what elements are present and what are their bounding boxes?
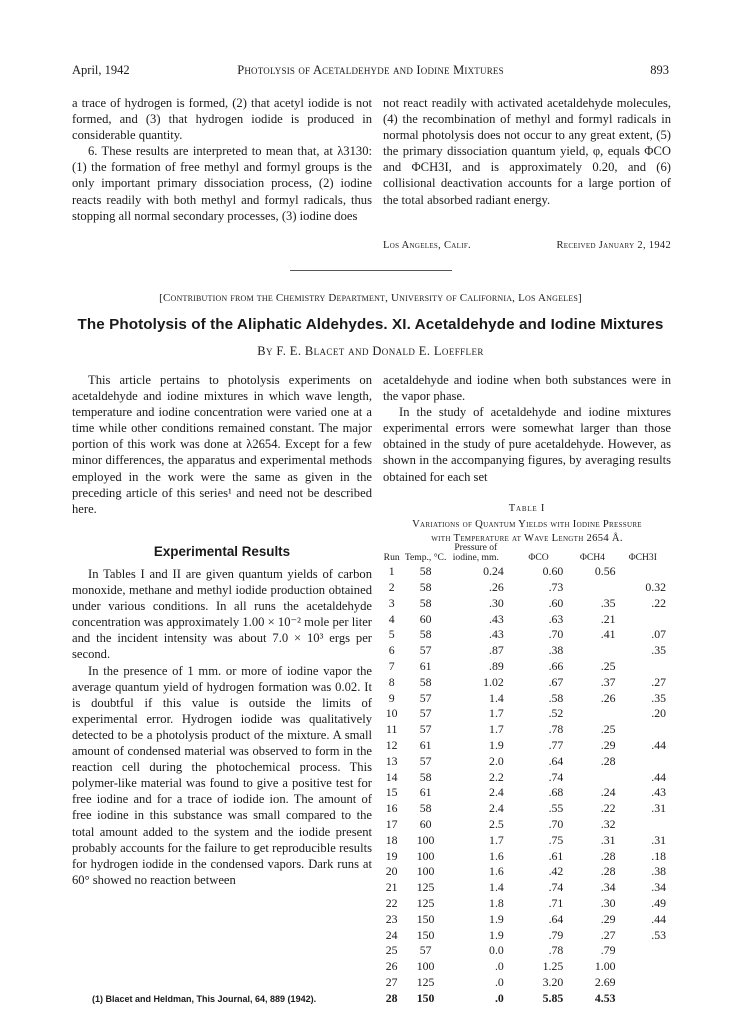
article-byline: By F. E. Blacet and Donald E. Loeffler (257, 344, 484, 358)
cell-phi-ch4: .79 (600, 943, 616, 958)
cell-phi-ch4: .35 (600, 595, 616, 610)
footnote: (1) Blacet and Heldman, This Journal, 64, 889 (1942). (92, 994, 317, 1004)
cell-phi-ch4: .27 (600, 927, 616, 942)
cell-temperature: 58 (419, 769, 432, 784)
table-row (380, 864, 676, 880)
header-phi-co: ΦCO (528, 551, 549, 563)
cell-iodine-pressure: 1.7 (489, 706, 504, 721)
cell-phi-co: 1.25 (542, 959, 564, 974)
cell-iodine-pressure: .30 (489, 595, 504, 610)
cell-run: 4 (388, 611, 395, 626)
cell-phi-ch3i (620, 564, 677, 580)
table-row (380, 691, 676, 707)
signature-received-date: Received January 2, 1942 (556, 240, 671, 251)
running-head (72, 63, 669, 79)
cell-phi-ch3i: .44 (651, 769, 666, 784)
cell-phi-ch3i: .43 (651, 785, 666, 800)
cell-phi-ch3i (620, 817, 677, 833)
cell-phi-ch3i (620, 659, 677, 675)
cell-phi-co: .38 (548, 643, 564, 658)
cell-phi-ch4: .24 (600, 785, 616, 800)
table-caption (383, 518, 671, 545)
intro-paragraph-continued: acetaldehyde and iodine when both substances were in the vapor phase. (383, 373, 671, 404)
table-row (380, 643, 676, 659)
table-row (380, 627, 676, 643)
cell-phi-co: .64 (548, 911, 564, 926)
results-paragraph: In the presence of 1 mm. or more of iodine vapor the average quantum yield of hydrogen formation was 0.02. It is doubtful if this value is outside the limits of experimental error. Hydrogen iodide was qualitatively detected to be a photolysis product of the mixture. A small amount of condensed material was observed to form in the reaction cell during the photochemical process. This polymer-like material was found to give a positive test for free iodine and for a trace of iodide ion. The amount of free iodine in this substance was small compared to the total amount added to the system and the iodide present probably accounts for the failure to get reproducible results for hydrogen iodide in the condensed vapors. Dark runs at 60° showed no reaction between (72, 663, 372, 887)
table-row (380, 770, 676, 786)
cell-phi-ch4: .28 (600, 864, 616, 879)
cell-iodine-pressure: 1.9 (489, 911, 504, 926)
cell-phi-co: .74 (548, 880, 564, 895)
cell-phi-ch4: .28 (600, 753, 616, 768)
table-header-row (380, 543, 676, 564)
article-intro-right (383, 372, 671, 485)
cell-phi-ch3i: .27 (651, 674, 666, 689)
cell-temperature: 58 (419, 627, 432, 642)
cell-phi-co: 3.20 (542, 974, 564, 989)
table-row (380, 849, 676, 865)
intro-paragraph: In the study of acetaldehyde and iodine mixtures experimental errors were somewhat larger than those obtained in the study of pure acetaldehyde. However, as shown in the accompanying figures, by averaging results obtained for each set (383, 405, 671, 484)
cell-phi-ch3i: .31 (651, 832, 666, 847)
cell-run: 27 (385, 974, 398, 989)
cell-temperature: 100 (416, 959, 435, 974)
cell-phi-co: .70 (548, 816, 564, 831)
cell-run: 17 (385, 816, 398, 831)
cell-iodine-pressure: 2.5 (489, 816, 504, 831)
cell-phi-co: .42 (548, 864, 564, 879)
cell-run: 18 (385, 832, 398, 847)
cell-phi-co: .78 (548, 722, 564, 737)
cell-phi-co: .60 (548, 595, 564, 610)
cell-temperature: 61 (419, 785, 432, 800)
table-body (380, 564, 676, 1006)
table-row (380, 596, 676, 612)
cell-temperature: 58 (419, 579, 432, 594)
cell-phi-ch4: .25 (600, 658, 616, 673)
cell-run: 23 (385, 911, 398, 926)
header-temperature: Temp., °C. (404, 551, 447, 563)
signature-place: Los Angeles, Calif. (383, 240, 471, 251)
cell-run: 26 (385, 959, 398, 974)
cell-run: 20 (385, 864, 398, 879)
cell-run: 14 (385, 769, 398, 784)
cell-iodine-pressure: .0 (494, 959, 504, 974)
cell-phi-ch4: .34 (600, 880, 616, 895)
cell-temperature: 58 (419, 564, 432, 579)
cell-iodine-pressure: 0.0 (489, 943, 504, 958)
table-row (380, 659, 676, 675)
table-row (380, 817, 676, 833)
cell-phi-ch3i (620, 975, 677, 991)
cell-phi-co: .77 (548, 737, 564, 752)
cell-phi-ch4: .37 (600, 674, 616, 689)
cell-temperature: 61 (419, 737, 432, 752)
quantum-yield-table (380, 543, 676, 1007)
table-row (380, 975, 676, 991)
cell-phi-co: .52 (548, 706, 564, 721)
cell-phi-co: .63 (548, 611, 564, 626)
cell-phi-co: .74 (548, 769, 564, 784)
table-row (380, 959, 676, 975)
table-row (380, 943, 676, 959)
table-row (380, 785, 676, 801)
cell-phi-ch4: .29 (600, 911, 616, 926)
previous-article-right-column (383, 95, 671, 208)
cell-phi-ch3i: .35 (651, 690, 666, 705)
cell-phi-co: .66 (548, 658, 564, 673)
cell-temperature: 125 (416, 880, 435, 895)
cell-phi-co: 0.60 (542, 564, 564, 579)
cell-phi-ch3i: .20 (651, 706, 666, 721)
cell-phi-co: .75 (548, 832, 564, 847)
cell-temperature: 100 (416, 864, 435, 879)
cell-iodine-pressure: .0 (494, 990, 504, 1005)
cell-iodine-pressure: .43 (489, 627, 504, 642)
cell-iodine-pressure: 2.4 (489, 801, 504, 816)
cell-phi-ch3i (620, 959, 677, 975)
cell-iodine-pressure: 1.7 (489, 722, 504, 737)
cell-phi-co: .70 (548, 627, 564, 642)
cell-temperature: 57 (419, 706, 432, 721)
cell-phi-co: .61 (548, 848, 564, 863)
cell-phi-ch3i: 0.32 (645, 579, 666, 594)
running-head-title: Photolysis of Acetaldehyde and Iodine Mixtures (237, 63, 504, 77)
cell-phi-ch4: 2.69 (594, 974, 616, 989)
table-row (380, 706, 676, 722)
cell-iodine-pressure: 1.9 (489, 737, 504, 752)
cell-temperature: 150 (416, 990, 435, 1005)
cell-iodine-pressure: 2.4 (489, 785, 504, 800)
table-row (380, 801, 676, 817)
page-number: 893 (650, 63, 669, 77)
cell-phi-ch4: .21 (600, 611, 616, 626)
table-row (380, 564, 676, 580)
cell-phi-ch4: .22 (600, 801, 616, 816)
cell-temperature: 58 (419, 674, 432, 689)
header-phi-ch4: ΦCH4 (579, 551, 605, 563)
cell-phi-co: .68 (548, 785, 564, 800)
table-row (380, 833, 676, 849)
cell-phi-co: .64 (548, 753, 564, 768)
cell-phi-ch3i (620, 991, 677, 1007)
cell-run: 3 (388, 595, 395, 610)
article-title: The Photolysis of the Aliphatic Aldehydes. XI. Acetaldehyde and Iodine Mixtures (77, 316, 664, 333)
cell-run: 21 (385, 880, 398, 895)
cell-run: 7 (388, 658, 395, 673)
table-row (380, 612, 676, 628)
cell-iodine-pressure: .0 (494, 974, 504, 989)
cell-phi-co: 5.85 (542, 990, 564, 1005)
cell-phi-co: .73 (548, 579, 564, 594)
article-intro-left (72, 372, 372, 517)
cell-phi-ch4: .32 (600, 816, 616, 831)
cell-run: 9 (388, 690, 395, 705)
cell-iodine-pressure: 0.24 (483, 564, 504, 579)
table-row (380, 896, 676, 912)
cell-phi-ch4: .29 (600, 737, 616, 752)
article-separator-rule (290, 270, 452, 271)
cell-run: 24 (385, 927, 398, 942)
cell-temperature: 57 (419, 753, 432, 768)
cell-phi-ch3i: .35 (651, 643, 666, 658)
cell-phi-ch4 (569, 770, 619, 786)
cell-phi-co: .67 (548, 674, 564, 689)
cell-phi-co: .79 (548, 927, 564, 942)
cell-run: 12 (385, 737, 398, 752)
cell-phi-co: .58 (548, 690, 564, 705)
cell-iodine-pressure: 1.6 (489, 864, 504, 879)
cell-phi-ch4 (569, 643, 619, 659)
cell-phi-ch4: .30 (600, 895, 616, 910)
table-row (380, 722, 676, 738)
cell-temperature: 150 (416, 911, 435, 926)
cell-run: 22 (385, 895, 398, 910)
cell-temperature: 57 (419, 943, 432, 958)
cell-temperature: 58 (419, 595, 432, 610)
cell-temperature: 57 (419, 722, 432, 737)
cell-phi-ch3i (620, 722, 677, 738)
results-paragraph: In Tables I and II are given quantum yields of carbon monoxide, methane and methyl iodide production obtained under various conditions. In all runs the acetaldehyde concentration was approximately 1.00 × 10⁻² mole per liter and the incident intensity was about 7.0 × 10³ ergs per second. (72, 567, 372, 662)
cell-phi-ch3i: .31 (651, 801, 666, 816)
cell-run: 10 (385, 706, 398, 721)
cell-temperature: 58 (419, 801, 432, 816)
cell-temperature: 100 (416, 832, 435, 847)
cell-temperature: 60 (419, 816, 432, 831)
table-row (380, 880, 676, 896)
cell-phi-ch4: 0.56 (594, 564, 616, 579)
cell-phi-ch3i (620, 612, 677, 628)
cell-phi-co: .71 (548, 895, 564, 910)
cell-iodine-pressure: 1.4 (489, 690, 504, 705)
cell-iodine-pressure: 2.2 (489, 769, 504, 784)
cell-iodine-pressure: .89 (489, 658, 504, 673)
table-row (380, 928, 676, 944)
table-row (380, 912, 676, 928)
previous-article-paragraph: 6. These results are interpreted to mean that, at λ3130: (1) the formation of free methyl and formyl groups is the only important primary dissociation process, (2) iodine reacts readily with both methyl and formyl radicals, thus stopping all normal secondary processes, (3) iodine does (72, 144, 372, 223)
cell-iodine-pressure: 2.0 (489, 753, 504, 768)
cell-phi-ch4: 1.00 (594, 959, 616, 974)
cell-phi-ch3i: .34 (651, 880, 666, 895)
cell-iodine-pressure: .26 (489, 579, 504, 594)
cell-run: 13 (385, 753, 398, 768)
cell-phi-ch3i (620, 754, 677, 770)
cell-temperature: 100 (416, 848, 435, 863)
cell-run: 28 (385, 990, 398, 1005)
table-row (380, 675, 676, 691)
cell-phi-ch3i: .18 (651, 848, 666, 863)
cell-phi-ch3i: .53 (651, 927, 666, 942)
cell-run: 25 (385, 943, 398, 958)
cell-run: 6 (388, 643, 395, 658)
cell-run: 5 (388, 627, 395, 642)
cell-phi-co: .55 (548, 801, 564, 816)
cell-temperature: 125 (416, 974, 435, 989)
intro-paragraph: This article pertains to photolysis experiments on acetaldehyde and iodine mixtures in which wave length, temperature and iodine concentration were varied one at a time while other conditions remained constant. The major portion of this work was done at λ2654. Except for a few minor differences, the apparatus and experimental methods employed in the work were the same as given in the preceding article of this series¹ and need not be described here. (72, 373, 372, 516)
table-number: Table I (508, 503, 546, 514)
table-caption-line: Variations of Quantum Yields with Iodine Pressure (412, 519, 642, 530)
cell-run: 1 (388, 564, 395, 579)
cell-phi-ch3i: .44 (651, 911, 666, 926)
table-row (380, 991, 676, 1007)
cell-temperature: 125 (416, 895, 435, 910)
previous-article-paragraph: a trace of hydrogen is formed, (2) that acetyl iodide is not formed, and (3) that hydrogen iodide is produced in considerable quantity. (72, 96, 372, 143)
cell-phi-ch4: .26 (600, 690, 616, 705)
cell-phi-ch4: .41 (600, 627, 616, 642)
cell-phi-ch4: 4.53 (594, 990, 616, 1005)
cell-phi-ch4: .25 (600, 722, 616, 737)
contribution-line: [Contribution from the Chemistry Department, University of California, Los Angeles] (159, 292, 582, 304)
cell-iodine-pressure: 1.02 (483, 674, 504, 689)
cell-temperature: 150 (416, 927, 435, 942)
cell-phi-ch3i (620, 943, 677, 959)
cell-temperature: 61 (419, 658, 432, 673)
cell-phi-ch3i: .22 (651, 595, 666, 610)
header-phi-ch3i: ΦCH3I (628, 551, 657, 563)
cell-run: 16 (385, 801, 398, 816)
results-column (72, 566, 372, 888)
header-iodine-pressure: Pressure of iodine, mm. (452, 542, 499, 563)
cell-iodine-pressure: 1.8 (489, 895, 504, 910)
table-row (380, 754, 676, 770)
cell-iodine-pressure: .43 (489, 611, 504, 626)
cell-phi-ch4 (569, 706, 619, 722)
cell-iodine-pressure: .87 (489, 643, 504, 658)
cell-iodine-pressure: 1.7 (489, 832, 504, 847)
running-head-date: April, 1942 (72, 63, 130, 77)
previous-article-left-column (72, 95, 372, 224)
cell-iodine-pressure: 1.4 (489, 880, 504, 895)
cell-phi-ch4: .31 (600, 832, 616, 847)
cell-temperature: 57 (419, 643, 432, 658)
cell-run: 2 (388, 579, 395, 594)
table-caption-line: with Temperature at Wave Length 2654 Å. (431, 532, 623, 544)
cell-phi-ch4 (569, 580, 619, 596)
cell-phi-ch3i: .44 (651, 737, 666, 752)
cell-phi-ch3i: .49 (651, 895, 666, 910)
cell-phi-ch3i: .38 (651, 864, 666, 879)
cell-run: 8 (388, 674, 395, 689)
cell-temperature: 57 (419, 690, 432, 705)
cell-phi-ch3i: .07 (651, 627, 666, 642)
previous-article-paragraph: not react readily with activated acetaldehyde molecules, (4) the recombination of methyl and formyl radicals in normal photolysis does not occur to any great extent, (5) the primary dissociation quantum yield, φ, equals ΦCO and ΦCH3I, and is approximately 0.20, and (6) collisional deactivation accounts for a large portion of the total absorbed radiant energy. (383, 96, 671, 207)
header-run: Run (383, 551, 400, 563)
cell-temperature: 60 (419, 611, 432, 626)
cell-phi-co: .78 (548, 943, 564, 958)
table-row (380, 738, 676, 754)
cell-iodine-pressure: 1.9 (489, 927, 504, 942)
cell-iodine-pressure: 1.6 (489, 848, 504, 863)
section-heading: Experimental Results (153, 544, 291, 559)
cell-run: 11 (386, 722, 398, 737)
table-row (380, 580, 676, 596)
cell-phi-ch4: .28 (600, 848, 616, 863)
cell-run: 19 (385, 848, 398, 863)
cell-run: 15 (385, 785, 398, 800)
